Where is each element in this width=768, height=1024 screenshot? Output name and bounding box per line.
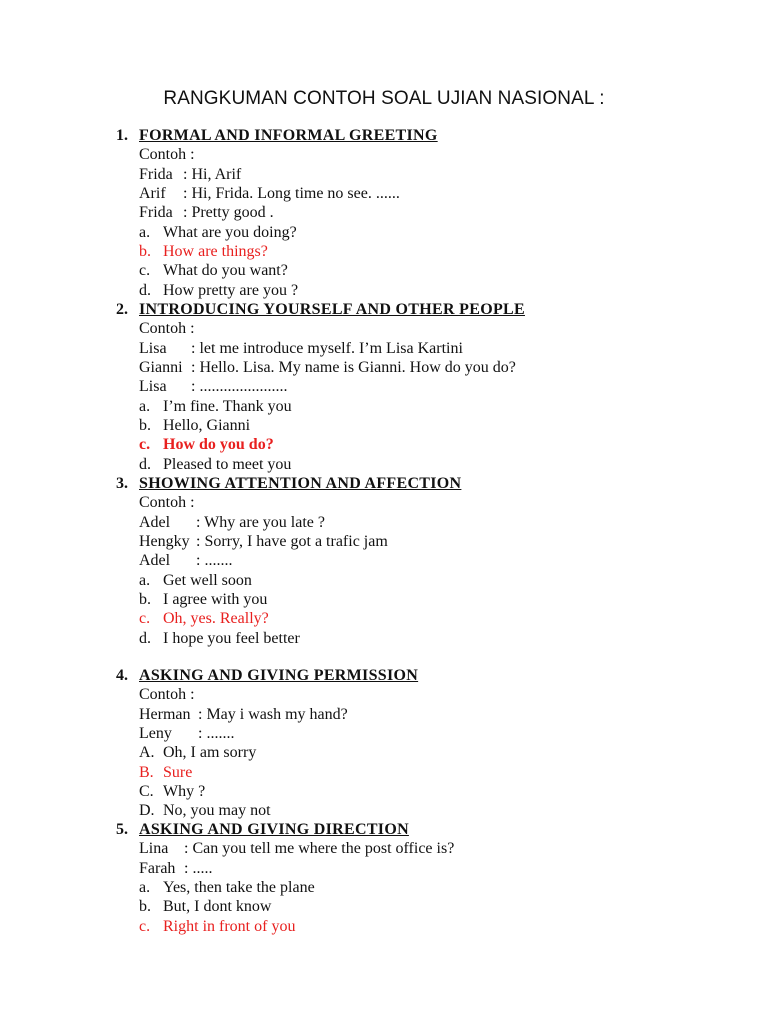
section-heading: FORMAL AND INFORMAL GREETING — [139, 127, 438, 144]
dialogue-text: : ....... — [196, 552, 233, 570]
option-letter: C. — [139, 783, 154, 801]
option-letter: b. — [139, 417, 151, 435]
speaker-name: Frida — [139, 165, 173, 183]
answer-option: I hope you feel better — [163, 629, 300, 647]
option-letter: c. — [139, 917, 151, 935]
answer-option: Yes, then take the plane — [163, 879, 315, 897]
option-letter: a. — [139, 571, 151, 589]
dialogue-line — [139, 724, 234, 743]
section-number: 5. — [116, 821, 128, 838]
dialogue-text: : Hello. Lisa. My name is Gianni. How do you do? — [191, 359, 516, 377]
dialogue-text: : Can you tell me where the post office is? — [184, 840, 455, 858]
option-letter: b. — [139, 591, 151, 609]
dialogue-line — [139, 377, 287, 396]
section-number: 2. — [116, 301, 128, 318]
answer-option: Hello, Gianni — [163, 417, 251, 435]
answer-option: I agree with you — [163, 591, 268, 609]
option-letter: c. — [139, 610, 151, 628]
dialogue-line — [139, 859, 212, 878]
option-letter: b. — [139, 243, 151, 261]
answer-option: Pleased to meet you — [163, 455, 292, 473]
speaker-name: Lina — [139, 840, 169, 858]
correct-answer-option: Oh, yes. Really? — [163, 610, 269, 628]
dialogue-line — [139, 165, 241, 184]
dialogue-line — [139, 339, 463, 358]
dialogue-line — [139, 513, 325, 532]
dialogue-line — [139, 532, 388, 551]
section-number: 4. — [116, 667, 128, 684]
example-label: Contoh : — [139, 686, 195, 704]
dialogue-text: : let me introduce myself. I’m Lisa Kartini — [191, 339, 463, 357]
dialogue-text: : Pretty good . — [183, 204, 274, 222]
option-letter: A. — [139, 744, 155, 762]
option-letter: c. — [139, 262, 151, 280]
dialogue-line — [139, 203, 274, 222]
dialogue-text: : ..... — [184, 859, 213, 877]
example-label: Contoh : — [139, 494, 195, 512]
speaker-name: Herman — [139, 705, 191, 723]
example-label: Contoh : — [139, 146, 195, 164]
answer-option: How pretty are you ? — [163, 281, 299, 299]
speaker-name: Adel — [139, 552, 171, 570]
dialogue-line — [139, 705, 348, 724]
section-heading: INTRODUCING YOURSELF AND OTHER PEOPLE — [139, 301, 525, 318]
answer-option: But, I dont know — [163, 898, 272, 916]
dialogue-text: : ...................... — [191, 378, 288, 396]
correct-answer-option: Right in front of you — [163, 917, 296, 935]
answer-option: Get well soon — [163, 571, 252, 589]
dialogue-text: : ....... — [198, 725, 235, 743]
speaker-name: Farah — [139, 859, 176, 877]
answer-option: Why ? — [163, 783, 206, 801]
speaker-name: Lisa — [139, 339, 167, 357]
section-number: 3. — [116, 475, 128, 492]
answer-option: I’m fine. Thank you — [163, 397, 292, 415]
option-letter: b. — [139, 898, 151, 916]
option-letter: a. — [139, 223, 151, 241]
example-label: Contoh : — [139, 320, 195, 338]
section-heading: ASKING AND GIVING PERMISSION — [139, 667, 419, 684]
option-letter: B. — [139, 763, 154, 781]
section-number: 1. — [116, 127, 128, 144]
section-heading: ASKING AND GIVING DIRECTION — [139, 821, 409, 838]
answer-option: Oh, I am sorry — [163, 744, 257, 762]
answer-option: What do you want? — [163, 262, 288, 280]
dialogue-line — [139, 839, 454, 858]
speaker-name: Gianni — [139, 359, 183, 377]
section-heading: SHOWING ATTENTION AND AFFECTION — [139, 475, 462, 492]
answer-option: What are you doing? — [163, 223, 297, 241]
option-letter: d. — [139, 629, 151, 647]
option-letter: d. — [139, 455, 151, 473]
dialogue-line — [139, 184, 400, 203]
dialogue-line — [139, 358, 516, 377]
speaker-name: Lisa — [139, 378, 167, 396]
speaker-name: Arif — [139, 185, 166, 203]
correct-answer-option: Sure — [163, 763, 193, 781]
dialogue-text: : Hi, Arif — [183, 165, 242, 183]
option-letter: D. — [139, 802, 155, 820]
speaker-name: Leny — [139, 725, 172, 743]
correct-answer-option: How are things? — [163, 243, 268, 261]
speaker-name: Adel — [139, 513, 171, 531]
document-title: RANGKUMAN CONTOH SOAL UJIAN NASIONAL : — [163, 88, 605, 109]
dialogue-line — [139, 551, 232, 570]
dialogue-text: : Hi, Frida. Long time no see. ...... — [183, 185, 400, 203]
option-letter: a. — [139, 879, 151, 897]
speaker-name: Frida — [139, 204, 173, 222]
option-letter: a. — [139, 397, 151, 415]
dialogue-text: : Sorry, I have got a trafic jam — [196, 533, 388, 551]
option-letter: c. — [139, 436, 151, 454]
answer-option: No, you may not — [163, 802, 271, 820]
dialogue-text: : May i wash my hand? — [198, 705, 348, 723]
dialogue-text: : Why are you late ? — [196, 513, 325, 531]
correct-answer-option: How do you do? — [163, 436, 274, 454]
speaker-name: Hengky — [139, 533, 190, 551]
option-letter: d. — [139, 281, 151, 299]
